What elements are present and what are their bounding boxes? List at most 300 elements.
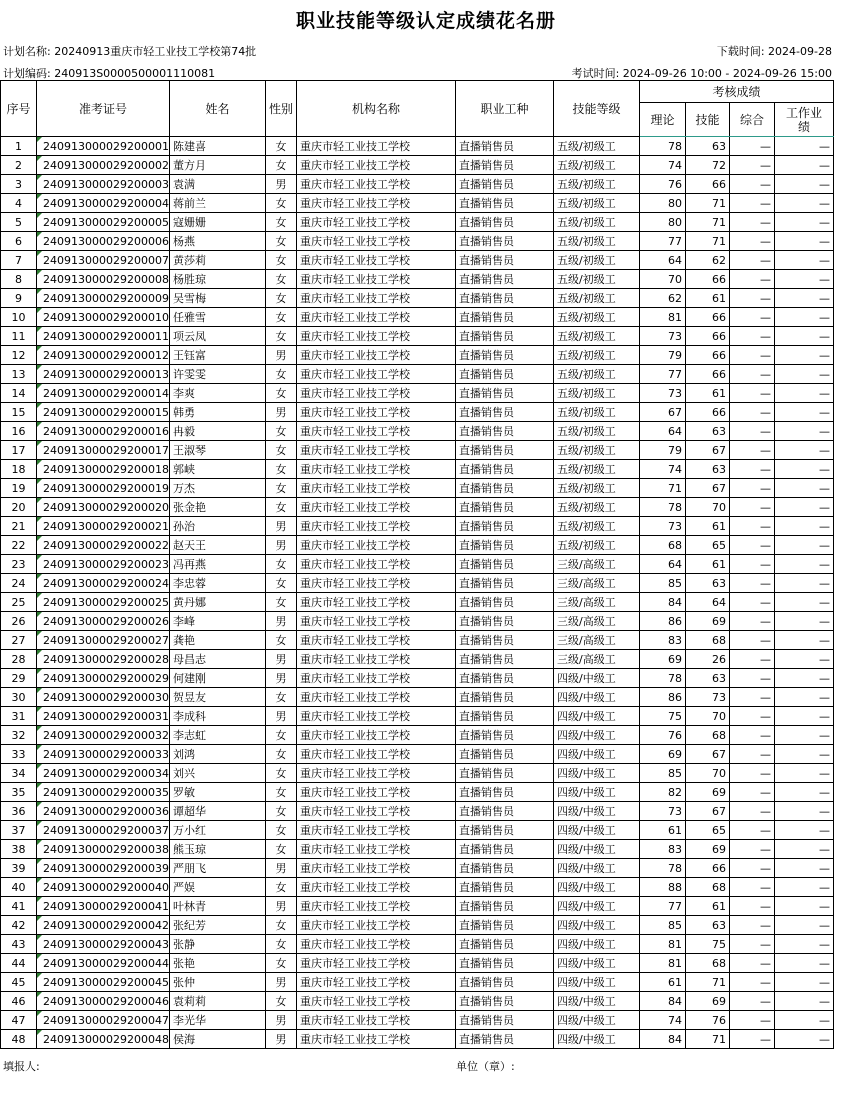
row-level: 四级/中级工 <box>553 973 639 992</box>
row-level: 五级/初级工 <box>553 403 639 422</box>
row-job: 直播销售员 <box>455 555 553 574</box>
row-ticket: 240913000029200048 <box>37 1030 170 1049</box>
row-gender: 女 <box>265 726 296 745</box>
table-row <box>1 783 834 802</box>
row-theory: 84 <box>639 593 685 612</box>
row-gender: 女 <box>265 745 296 764</box>
header-scores: 考核成绩 <box>639 81 833 103</box>
table-row <box>1 593 834 612</box>
row-work: — <box>774 764 833 783</box>
row-skill: 63 <box>685 460 729 479</box>
row-seq: 27 <box>1 631 37 650</box>
row-theory: 69 <box>639 745 685 764</box>
table-row <box>1 897 834 916</box>
row-name: 李志虹 <box>169 726 265 745</box>
row-org: 重庆市轻工业技工学校 <box>296 251 455 270</box>
row-name: 万小红 <box>169 821 265 840</box>
row-org: 重庆市轻工业技工学校 <box>296 213 455 232</box>
row-seq: 19 <box>1 479 37 498</box>
header-org: 机构名称 <box>296 81 455 137</box>
row-org: 重庆市轻工业技工学校 <box>296 669 455 688</box>
row-work: — <box>774 821 833 840</box>
row-ticket: 240913000029200046 <box>37 992 170 1011</box>
row-overall: — <box>729 840 774 859</box>
row-name: 赵天王 <box>169 536 265 555</box>
table-row <box>1 1030 834 1049</box>
row-theory: 73 <box>639 802 685 821</box>
row-name: 严娱 <box>169 878 265 897</box>
row-name: 谭超华 <box>169 802 265 821</box>
table-row <box>1 441 834 460</box>
row-skill: 67 <box>685 802 729 821</box>
row-skill: 61 <box>685 517 729 536</box>
row-level: 四级/中级工 <box>553 840 639 859</box>
row-seq: 6 <box>1 232 37 251</box>
row-overall: — <box>729 137 774 156</box>
row-name: 何建刚 <box>169 669 265 688</box>
row-seq: 39 <box>1 859 37 878</box>
row-seq: 26 <box>1 612 37 631</box>
row-gender: 男 <box>265 612 296 631</box>
row-overall: — <box>729 289 774 308</box>
row-work: — <box>774 460 833 479</box>
row-work: — <box>774 973 833 992</box>
row-gender: 男 <box>265 403 296 422</box>
row-org: 重庆市轻工业技工学校 <box>296 555 455 574</box>
row-job: 直播销售员 <box>455 802 553 821</box>
row-org: 重庆市轻工业技工学校 <box>296 574 455 593</box>
table-row <box>1 954 834 973</box>
row-skill: 66 <box>685 403 729 422</box>
table-row <box>1 194 834 213</box>
row-ticket: 240913000029200044 <box>37 954 170 973</box>
row-overall: — <box>729 498 774 517</box>
row-name: 杨燕 <box>169 232 265 251</box>
row-ticket: 240913000029200018 <box>37 460 170 479</box>
row-level: 五级/初级工 <box>553 327 639 346</box>
row-job: 直播销售员 <box>455 365 553 384</box>
row-org: 重庆市轻工业技工学校 <box>296 764 455 783</box>
row-level: 四级/中级工 <box>553 878 639 897</box>
row-work: — <box>774 232 833 251</box>
row-level: 五级/初级工 <box>553 365 639 384</box>
row-org: 重庆市轻工业技工学校 <box>296 194 455 213</box>
row-overall: — <box>729 536 774 555</box>
row-level: 五级/初级工 <box>553 194 639 213</box>
row-seq: 48 <box>1 1030 37 1049</box>
row-gender: 女 <box>265 954 296 973</box>
row-job: 直播销售员 <box>455 973 553 992</box>
header-name: 姓名 <box>169 81 265 137</box>
row-theory: 82 <box>639 783 685 802</box>
row-gender: 男 <box>265 897 296 916</box>
row-theory: 77 <box>639 365 685 384</box>
row-level: 五级/初级工 <box>553 270 639 289</box>
row-theory: 80 <box>639 213 685 232</box>
row-skill: 68 <box>685 878 729 897</box>
row-gender: 女 <box>265 251 296 270</box>
row-org: 重庆市轻工业技工学校 <box>296 403 455 422</box>
row-theory: 69 <box>639 650 685 669</box>
row-overall: — <box>729 688 774 707</box>
row-job: 直播销售员 <box>455 232 553 251</box>
row-level: 五级/初级工 <box>553 536 639 555</box>
row-level: 五级/初级工 <box>553 422 639 441</box>
header-overall: 综合 <box>729 103 774 137</box>
row-seq: 21 <box>1 517 37 536</box>
table-row <box>1 232 834 251</box>
row-org: 重庆市轻工业技工学校 <box>296 802 455 821</box>
table-row <box>1 669 834 688</box>
row-skill: 67 <box>685 441 729 460</box>
row-seq: 5 <box>1 213 37 232</box>
row-gender: 女 <box>265 992 296 1011</box>
row-seq: 24 <box>1 574 37 593</box>
row-gender: 女 <box>265 802 296 821</box>
row-theory: 78 <box>639 137 685 156</box>
row-org: 重庆市轻工业技工学校 <box>296 593 455 612</box>
row-ticket: 240913000029200040 <box>37 878 170 897</box>
row-theory: 64 <box>639 422 685 441</box>
row-overall: — <box>729 327 774 346</box>
row-overall: — <box>729 574 774 593</box>
row-overall: — <box>729 764 774 783</box>
row-skill: 69 <box>685 612 729 631</box>
row-overall: — <box>729 555 774 574</box>
header-skill: 技能 <box>685 103 729 137</box>
row-overall: — <box>729 992 774 1011</box>
score-table <box>0 80 834 1049</box>
row-ticket: 240913000029200037 <box>37 821 170 840</box>
row-skill: 70 <box>685 764 729 783</box>
row-job: 直播销售员 <box>455 859 553 878</box>
row-work: — <box>774 1030 833 1049</box>
row-ticket: 240913000029200022 <box>37 536 170 555</box>
row-gender: 男 <box>265 346 296 365</box>
row-seq: 31 <box>1 707 37 726</box>
row-org: 重庆市轻工业技工学校 <box>296 156 455 175</box>
row-overall: — <box>729 517 774 536</box>
row-level: 四级/中级工 <box>553 1011 639 1030</box>
row-ticket: 240913000029200009 <box>37 289 170 308</box>
row-ticket: 240913000029200045 <box>37 973 170 992</box>
row-seq: 28 <box>1 650 37 669</box>
row-level: 五级/初级工 <box>553 460 639 479</box>
row-seq: 9 <box>1 289 37 308</box>
row-level: 五级/初级工 <box>553 517 639 536</box>
row-ticket: 240913000029200041 <box>37 897 170 916</box>
row-org: 重庆市轻工业技工学校 <box>296 935 455 954</box>
row-skill: 73 <box>685 688 729 707</box>
row-seq: 43 <box>1 935 37 954</box>
row-name: 冉毅 <box>169 422 265 441</box>
row-work: — <box>774 346 833 365</box>
row-ticket: 240913000029200007 <box>37 251 170 270</box>
row-theory: 83 <box>639 631 685 650</box>
table-row <box>1 517 834 536</box>
row-seq: 13 <box>1 365 37 384</box>
header-theory: 理论 <box>639 103 685 137</box>
row-name: 母昌志 <box>169 650 265 669</box>
row-theory: 68 <box>639 536 685 555</box>
row-overall: — <box>729 194 774 213</box>
row-job: 直播销售员 <box>455 707 553 726</box>
row-gender: 女 <box>265 422 296 441</box>
row-seq: 3 <box>1 175 37 194</box>
row-skill: 61 <box>685 555 729 574</box>
row-skill: 62 <box>685 251 729 270</box>
row-ticket: 240913000029200042 <box>37 916 170 935</box>
row-work: — <box>774 536 833 555</box>
row-org: 重庆市轻工业技工学校 <box>296 232 455 251</box>
row-overall: — <box>729 783 774 802</box>
row-work: — <box>774 726 833 745</box>
row-seq: 46 <box>1 992 37 1011</box>
row-name: 张艳 <box>169 954 265 973</box>
row-theory: 86 <box>639 612 685 631</box>
row-work: — <box>774 935 833 954</box>
row-gender: 女 <box>265 327 296 346</box>
row-overall: — <box>729 232 774 251</box>
row-skill: 66 <box>685 365 729 384</box>
table-row <box>1 137 834 156</box>
row-name: 严朋飞 <box>169 859 265 878</box>
row-theory: 81 <box>639 954 685 973</box>
row-gender: 男 <box>265 707 296 726</box>
row-seq: 10 <box>1 308 37 327</box>
row-work: — <box>774 859 833 878</box>
row-name: 任雅雪 <box>169 308 265 327</box>
row-overall: — <box>729 669 774 688</box>
row-name: 袁莉莉 <box>169 992 265 1011</box>
row-skill: 71 <box>685 194 729 213</box>
row-job: 直播销售员 <box>455 346 553 365</box>
row-name: 李忠蓉 <box>169 574 265 593</box>
row-gender: 女 <box>265 764 296 783</box>
row-theory: 74 <box>639 156 685 175</box>
row-skill: 68 <box>685 726 729 745</box>
row-work: — <box>774 137 833 156</box>
row-name: 张金艳 <box>169 498 265 517</box>
row-overall: — <box>729 308 774 327</box>
row-name: 侯海 <box>169 1030 265 1049</box>
table-row <box>1 878 834 897</box>
row-org: 重庆市轻工业技工学校 <box>296 973 455 992</box>
row-seq: 1 <box>1 137 37 156</box>
row-skill: 26 <box>685 650 729 669</box>
row-overall: — <box>729 878 774 897</box>
table-row <box>1 327 834 346</box>
row-level: 五级/初级工 <box>553 156 639 175</box>
row-overall: — <box>729 213 774 232</box>
row-gender: 女 <box>265 156 296 175</box>
row-skill: 72 <box>685 156 729 175</box>
row-theory: 86 <box>639 688 685 707</box>
table-row <box>1 840 834 859</box>
row-ticket: 240913000029200038 <box>37 840 170 859</box>
row-theory: 74 <box>639 1011 685 1030</box>
row-overall: — <box>729 593 774 612</box>
row-seq: 37 <box>1 821 37 840</box>
table-row <box>1 650 834 669</box>
row-ticket: 240913000029200039 <box>37 859 170 878</box>
row-overall: — <box>729 441 774 460</box>
exam-time: 考试时间: 2024-09-26 10:00 - 2024-09-26 15:00 <box>571 67 832 80</box>
row-skill: 71 <box>685 232 729 251</box>
row-skill: 64 <box>685 593 729 612</box>
row-job: 直播销售员 <box>455 251 553 270</box>
row-level: 三级/高级工 <box>553 650 639 669</box>
row-level: 五级/初级工 <box>553 175 639 194</box>
row-skill: 61 <box>685 384 729 403</box>
row-job: 直播销售员 <box>455 1011 553 1030</box>
row-level: 五级/初级工 <box>553 289 639 308</box>
row-ticket: 240913000029200002 <box>37 156 170 175</box>
table-row <box>1 270 834 289</box>
row-seq: 41 <box>1 897 37 916</box>
row-theory: 78 <box>639 498 685 517</box>
row-name: 罗敏 <box>169 783 265 802</box>
table-row <box>1 498 834 517</box>
row-theory: 83 <box>639 840 685 859</box>
table-row <box>1 707 834 726</box>
row-ticket: 240913000029200015 <box>37 403 170 422</box>
row-job: 直播销售员 <box>455 308 553 327</box>
row-work: — <box>774 992 833 1011</box>
row-skill: 65 <box>685 536 729 555</box>
row-work: — <box>774 422 833 441</box>
row-level: 四级/中级工 <box>553 859 639 878</box>
row-job: 直播销售员 <box>455 403 553 422</box>
row-ticket: 240913000029200017 <box>37 441 170 460</box>
row-gender: 女 <box>265 783 296 802</box>
row-name: 贺昱友 <box>169 688 265 707</box>
row-theory: 85 <box>639 574 685 593</box>
row-gender: 女 <box>265 365 296 384</box>
row-theory: 74 <box>639 460 685 479</box>
row-org: 重庆市轻工业技工学校 <box>296 460 455 479</box>
row-ticket: 240913000029200008 <box>37 270 170 289</box>
row-job: 直播销售员 <box>455 536 553 555</box>
row-level: 四级/中级工 <box>553 897 639 916</box>
row-name: 黄莎莉 <box>169 251 265 270</box>
row-job: 直播销售员 <box>455 650 553 669</box>
table-row <box>1 460 834 479</box>
row-org: 重庆市轻工业技工学校 <box>296 517 455 536</box>
row-theory: 81 <box>639 308 685 327</box>
row-theory: 61 <box>639 821 685 840</box>
row-work: — <box>774 194 833 213</box>
row-theory: 85 <box>639 916 685 935</box>
row-work: — <box>774 745 833 764</box>
row-job: 直播销售员 <box>455 935 553 954</box>
row-overall: — <box>729 973 774 992</box>
row-ticket: 240913000029200013 <box>37 365 170 384</box>
row-level: 四级/中级工 <box>553 954 639 973</box>
row-org: 重庆市轻工业技工学校 <box>296 365 455 384</box>
row-name: 许雯雯 <box>169 365 265 384</box>
row-theory: 64 <box>639 555 685 574</box>
row-work: — <box>774 403 833 422</box>
row-overall: — <box>729 897 774 916</box>
row-work: — <box>774 308 833 327</box>
row-level: 五级/初级工 <box>553 479 639 498</box>
table-row <box>1 802 834 821</box>
row-job: 直播销售员 <box>455 878 553 897</box>
row-gender: 女 <box>265 821 296 840</box>
row-org: 重庆市轻工业技工学校 <box>296 707 455 726</box>
row-seq: 44 <box>1 954 37 973</box>
row-work: — <box>774 441 833 460</box>
row-theory: 77 <box>639 897 685 916</box>
table-row <box>1 536 834 555</box>
row-work: — <box>774 270 833 289</box>
row-overall: — <box>729 916 774 935</box>
row-skill: 61 <box>685 897 729 916</box>
row-name: 张静 <box>169 935 265 954</box>
row-ticket: 240913000029200023 <box>37 555 170 574</box>
row-level: 四级/中级工 <box>553 745 639 764</box>
row-overall: — <box>729 384 774 403</box>
row-gender: 男 <box>265 859 296 878</box>
row-job: 直播销售员 <box>455 384 553 403</box>
row-org: 重庆市轻工业技工学校 <box>296 783 455 802</box>
row-skill: 63 <box>685 422 729 441</box>
row-name: 项云凤 <box>169 327 265 346</box>
row-seq: 38 <box>1 840 37 859</box>
row-ticket: 240913000029200028 <box>37 650 170 669</box>
row-gender: 女 <box>265 840 296 859</box>
table-row <box>1 403 834 422</box>
row-work: — <box>774 384 833 403</box>
row-gender: 男 <box>265 517 296 536</box>
row-org: 重庆市轻工业技工学校 <box>296 479 455 498</box>
row-work: — <box>774 574 833 593</box>
row-theory: 76 <box>639 726 685 745</box>
row-skill: 71 <box>685 213 729 232</box>
row-overall: — <box>729 156 774 175</box>
row-ticket: 240913000029200019 <box>37 479 170 498</box>
row-org: 重庆市轻工业技工学校 <box>296 1030 455 1049</box>
row-ticket: 240913000029200005 <box>37 213 170 232</box>
row-level: 五级/初级工 <box>553 441 639 460</box>
row-org: 重庆市轻工业技工学校 <box>296 289 455 308</box>
table-row <box>1 764 834 783</box>
row-skill: 63 <box>685 137 729 156</box>
row-theory: 71 <box>639 479 685 498</box>
row-job: 直播销售员 <box>455 441 553 460</box>
row-work: — <box>774 783 833 802</box>
row-name: 杨胜琼 <box>169 270 265 289</box>
row-name: 袁满 <box>169 175 265 194</box>
row-skill: 66 <box>685 270 729 289</box>
row-name: 蒋前兰 <box>169 194 265 213</box>
row-seq: 15 <box>1 403 37 422</box>
table-row <box>1 745 834 764</box>
row-seq: 47 <box>1 1011 37 1030</box>
row-job: 直播销售员 <box>455 840 553 859</box>
row-job: 直播销售员 <box>455 327 553 346</box>
row-ticket: 240913000029200003 <box>37 175 170 194</box>
row-org: 重庆市轻工业技工学校 <box>296 498 455 517</box>
row-job: 直播销售员 <box>455 745 553 764</box>
row-level: 五级/初级工 <box>553 213 639 232</box>
row-theory: 79 <box>639 441 685 460</box>
row-ticket: 240913000029200033 <box>37 745 170 764</box>
table-body <box>1 137 834 1049</box>
row-seq: 30 <box>1 688 37 707</box>
row-theory: 78 <box>639 859 685 878</box>
